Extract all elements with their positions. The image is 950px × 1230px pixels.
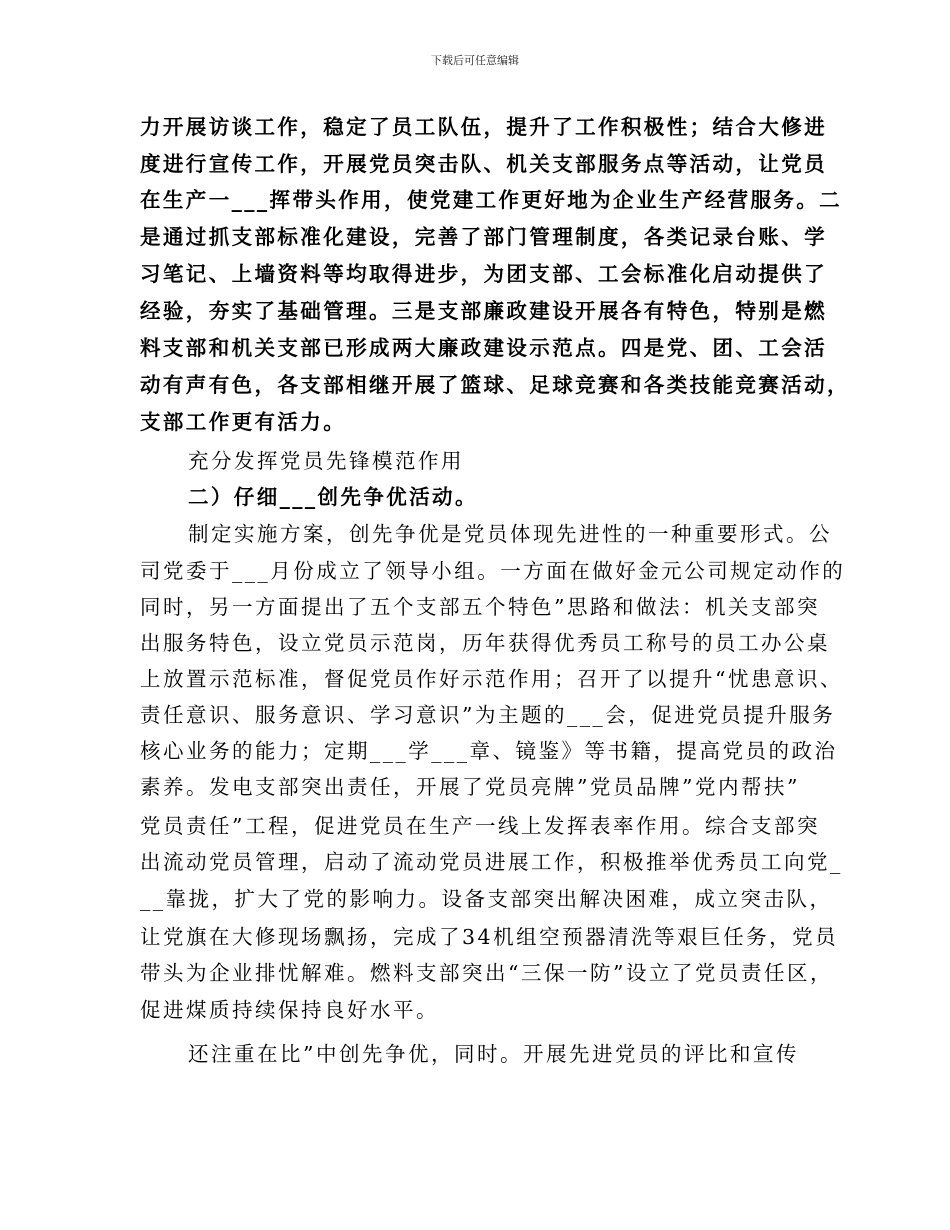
paragraph-line: 力开展访谈工作，稳定了员工队伍，提升了工作积极性；结合大修进 — [140, 115, 827, 139]
paragraph-line: 经验，夯实了基础管理。三是支部廉政建设开展各有特色，特别是燃 — [140, 299, 827, 323]
paragraph-line: 还注重在比”中创先争优，同时。开展先进党员的评比和宣传 — [188, 1042, 799, 1066]
subsection-heading: 二）仔细___创先争优活动。 — [188, 485, 478, 509]
paragraph-line: 料支部和机关支部已形成两大廉政建设示范点。四是党、团、工会活 — [140, 336, 827, 360]
paragraph-line: 支部工作更有活力。 — [140, 410, 347, 434]
paragraph-line: 习笔记、上墙资料等均取得进步，为团支部、工会标准化启动提供了 — [140, 262, 827, 286]
section-heading: 充分发挥党员先锋模范作用 — [188, 449, 464, 473]
paragraph-line: 让党旗在大修现场飘扬，完成了34机组空预器清洗等艰巨任务，党员 — [140, 925, 839, 949]
paragraph-line: 促进煤质持续保持良好水平。 — [140, 998, 439, 1022]
paragraph-line: 在生产一___挥带头作用，使党建工作更好地为企业生产经营服务。二 — [140, 188, 843, 212]
paragraph-line: 带头为企业排忧解难。燃料支部突出“三保一防”设立了党员责任区， — [140, 961, 833, 985]
page-header: 下载后可任意编辑 — [431, 54, 519, 67]
paragraph-line: 度进行宣传工作，开展党员突击队、机关支部服务点等活动，让党员 — [140, 152, 827, 176]
paragraph-line: 责任意识、服务意识、学习意识”为主题的___会，促进党员提升服务 — [140, 703, 836, 727]
paragraph-line: 上放置示范标准，督促党员作好示范作用；召开了以提升“忧患意识、 — [140, 667, 843, 691]
paragraph-line: 出服务特色，设立党员示范岗，历年获得优秀员工称号的员工办公桌 — [140, 631, 830, 655]
paragraph-line: 素养。发电支部突出责任，开展了党员亮牌”党员品牌”党内帮扶” — [140, 775, 800, 799]
paragraph-line: 出流动党员管理，启动了流动党员进展工作，积极推举优秀员工向党_ — [140, 850, 843, 874]
paragraph-line: 党员责任”工程，促进党员在生产一线上发挥表率作用。综合支部突 — [140, 814, 820, 838]
paragraph-line: 核心业务的能力；定期___学___章、镜鉴》等书籍，提高党员的政治 — [140, 739, 838, 763]
paragraph-line: 动有声有色，各支部相继开展了篮球、足球竞赛和各类技能竞赛活动， — [140, 373, 850, 397]
paragraph-line: 司党委于___月份成立了领导小组。一方面在做好金元公司规定动作的 — [140, 559, 846, 583]
paragraph-line: __靠拢，扩大了党的影响力。设备支部突出解决困难，成立突击队， — [140, 887, 833, 911]
paragraph-line: 是通过抓支部标准化建设，完善了部门管理制度，各类记录台账、学 — [140, 225, 827, 249]
paragraph-line: 同时，另一方面提出了五个支部五个特色”思路和做法：机关支部突 — [140, 595, 820, 619]
paragraph-line: 制定实施方案，创先争优是党员体现先进性的一种重要形式。公 — [188, 522, 832, 546]
